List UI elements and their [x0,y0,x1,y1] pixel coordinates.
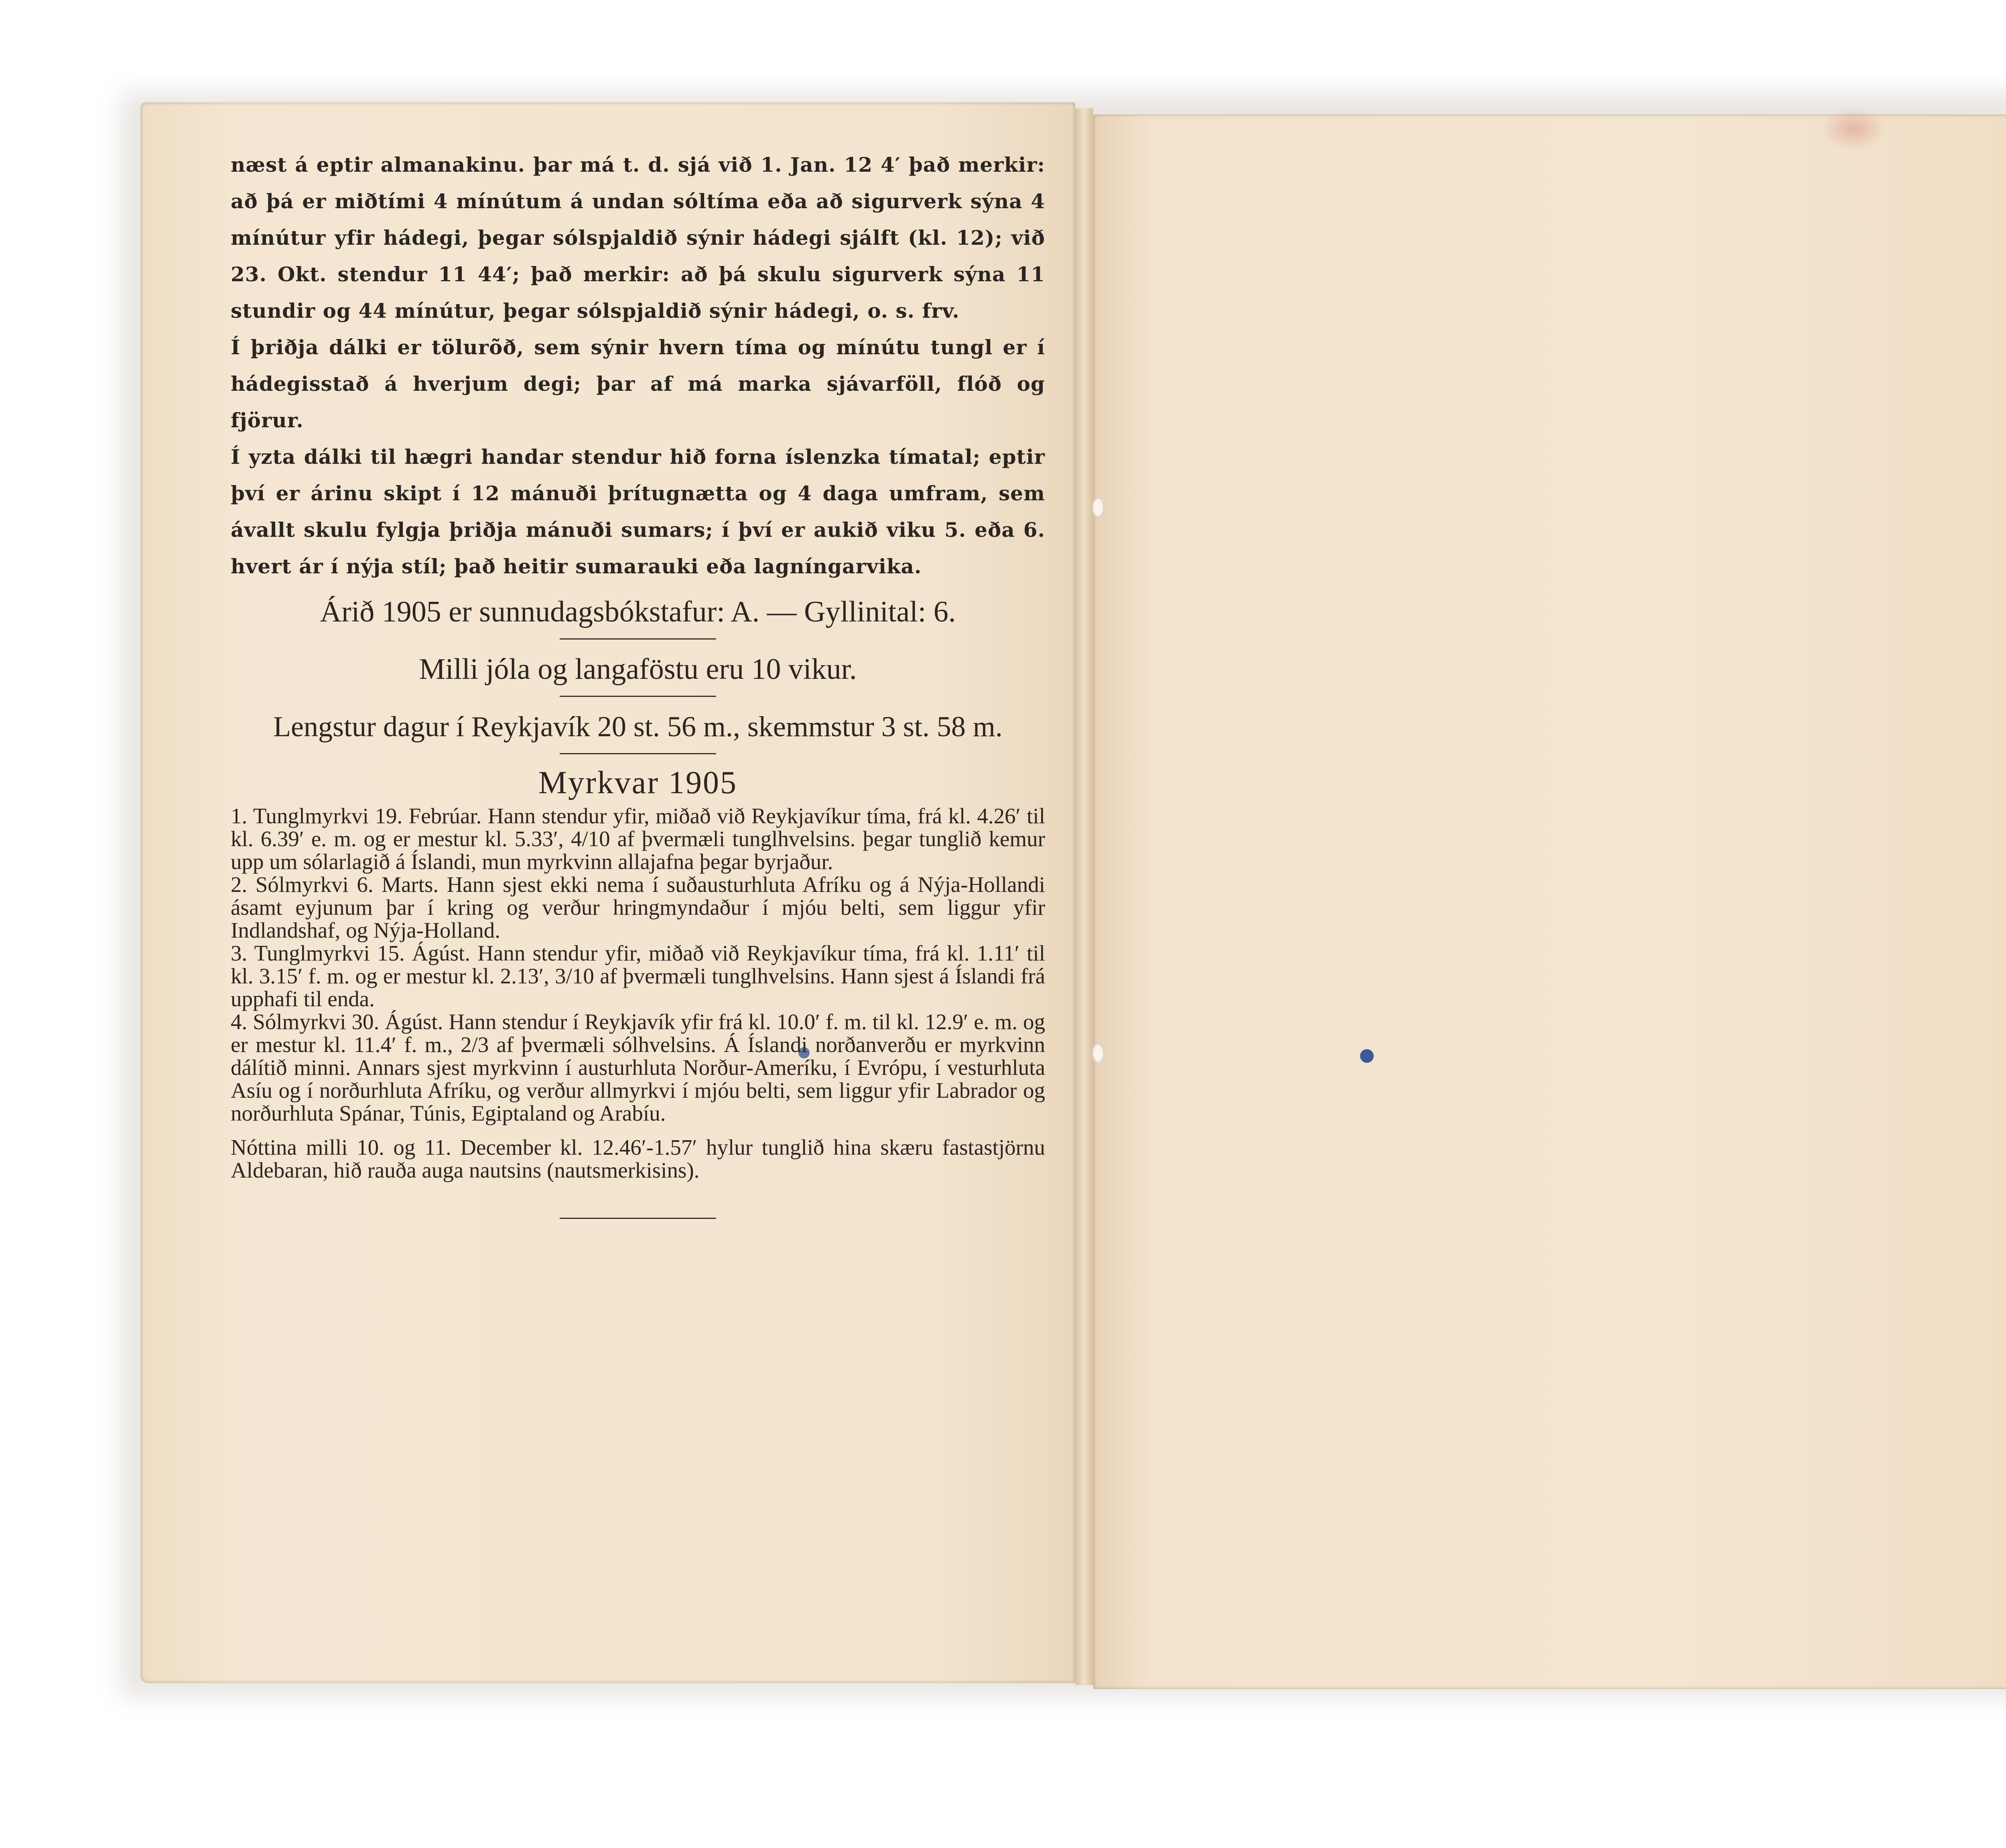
binding-hole [1092,498,1104,518]
eclipse-heading: Myrkvar 1905 [538,765,737,800]
book-gutter [1075,108,1093,1685]
right-page-blank [1093,114,2006,1689]
year-line: Árið 1905 er sunnudagsbókstafur: A. — Gyllinital: 6. [320,595,956,628]
eclipse-item: 3. Tunglmyrkvi 15. Ágúst. Hann stendur yfir, miðað við Reykjavíkur tíma, frá kl. 1.11′ til kl. 3.15′ f. m. og er mestur kl. 2.13′, 3/10 af þvermæli tunglhvelsins. Hann sjest á Íslandi frá upphafi til enda. [231,941,1045,1011]
day-length-line: Lengstur dagur í Reykjavík 20 st. 56 m., skemmstur 3 st. 58 m. [273,711,1003,743]
occultation-note: Nóttina milli 10. og 11. December kl. 12.46′-1.57′ hylur tunglið hina skæru fastastjörnu Aldebaran, hið rauða auga nautsins (nautsmerkisins). [231,1135,1045,1182]
paragraph-old-calendar: Í yzta dálki til hægri handar stendur hið forna íslenzka tímatal; eptir því er árinu skipt í 12 mánuði þrítugnætta og 4 daga umfram, sem ávallt skulu fylgja þriðja mánuði sumars; í því er aukið viku 5. eða 6. hvert ár í nýja stíl; það heitir sumarauki eða lagníngarvika. [231,445,1045,578]
faded-stamp-mark [1821,106,1886,150]
left-page-text [231,146,1045,1229]
binding-hole [1092,1043,1104,1063]
eclipse-item: 1. Tunglmyrkvi 19. Febrúar. Hann stendur yfir, miðað við Reykjavíkur tíma, frá kl. 4.26′ til kl. 6.39′ e. m. og er mestur kl. 5.33′, 4/10 af þvermæli tunglhvelsins. þegar tunglið kemur upp um sólarlagið á Íslandi, mun myrkvinn allajafna þegar byrjaður. [231,804,1045,874]
eclipse-item: 4. Sólmyrkvi 30. Ágúst. Hann stendur í Reykjavík yfir frá kl. 10.0′ f. m. til kl. 12.9′ e. m. og er mestur kl. 11.4′ f. m., 2/3 af þvermæli sólhvelsins. Á Íslandi norðanverðu er myrkvinn dálítið minni. Annars sjest myrkvinn í austurhluta Norður-Ameríku, í Evrópu, í vesturhluta Asíu og í norðurhluta Afríku, og verður allmyrkvi í mjóu belti, sem liggur yfir Labrador og norðurhluta Spánar, Túnis, Egiptaland og Arabíu. [231,1009,1045,1125]
ink-dot-mark [1360,1049,1374,1063]
end-rule [560,1218,716,1219]
lent-line: Milli jóla og langaföstu eru 10 vikur. [419,653,857,686]
eclipse-item: 2. Sólmyrkvi 6. Marts. Hann sjest ekki nema í suðausturhluta Afríku og á Nýja-Hollandi ásamt eyjunum þar í kring og verður hringmyndaður í mjóu belti, sem liggur yfir Indlandshaf, og Nýja-Holland. [231,872,1045,942]
paragraph-equation-of-time: næst á eptir almanakinu. þar má t. d. sjá við 1. Jan. 12 4′ það merkir: að þá er miðtími 4 mínútum á undan sóltíma eða að sigurverk sýna 4 mínútur yfir hádegi, þegar sólspjaldið sýnir hádegi sjálft (kl. 12); við 23. Okt. stendur 11 44′; það merkir: að þá skulu sigurverk sýna 11 stundir og 44 mínútur, þegar sólspjaldið sýnir hádegi, o. s. frv. [231,153,1045,323]
divider-rule [560,696,716,697]
divider-rule [560,753,716,754]
divider-rule [560,638,716,640]
paragraph-moon-column: Í þriðja dálki er tölurõð, sem sýnir hvern tíma og mínútu tungl er í hádegisstað á hverjum degi; þar af má marka sjávarföll, flóð og fjörur. [231,335,1045,432]
spacer [231,1125,1045,1136]
